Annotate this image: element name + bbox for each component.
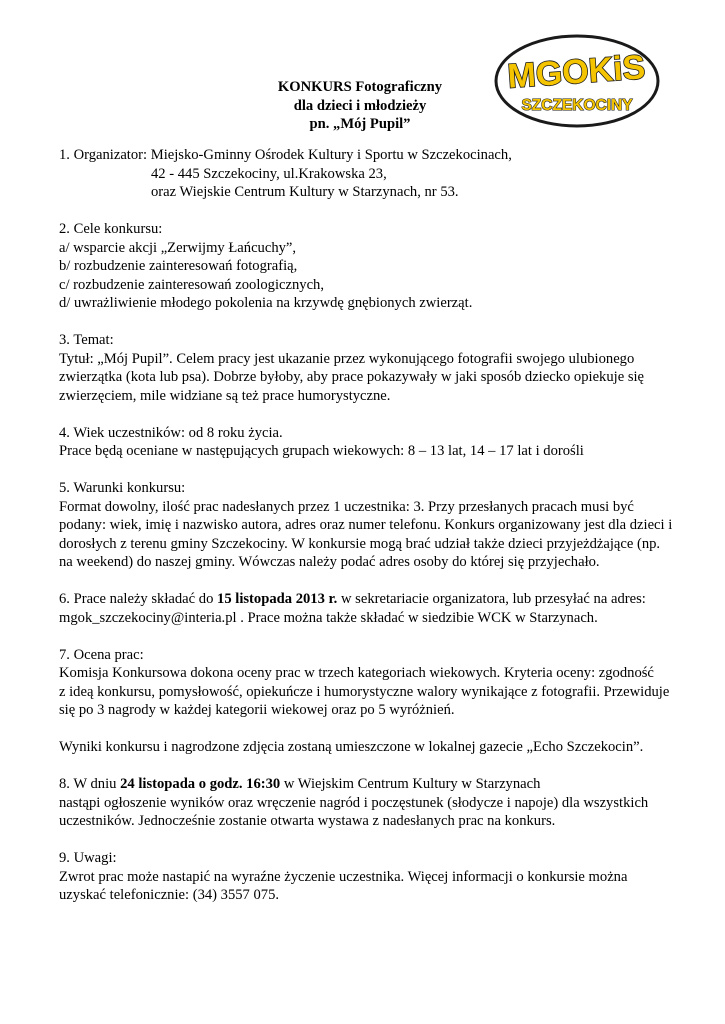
logo-bottom-text: SZCZEKOCINY: [521, 97, 633, 114]
paragraph-line: zwierzęciem, mile widziane są też prace humorystyczne.: [59, 387, 391, 404]
list-item: d/ uwrażliwienie młodego pokolenia na krzywdę gnębionych zwierząt.: [59, 295, 473, 311]
section-organizer: [59, 146, 679, 202]
section-heading: 7. Ocena prac:: [59, 646, 144, 663]
ceremony-text-post: w Wiejskim Centrum Kultury w Starzynach: [280, 776, 541, 792]
submission-text-pre: 6. Prace należy składać do: [59, 591, 218, 607]
section-heading: 3. Temat:: [59, 332, 114, 348]
section-age: [59, 424, 679, 461]
paragraph-line: Komisja Konkursowa dokona oceny prac w trzech kategoriach wiekowych. Kryteria oceny: zgodność: [59, 665, 654, 681]
paragraph-line: nastąpi ogłoszenie wyników oraz wręczenie nagród i poczęstunek (słodycze i napoje) dla wszystkich: [59, 794, 649, 811]
paragraph-line: z ideą konkursu, pomysłowość, opiekuńcze i humorystyczne walory wynikające z fotografii. Przewiduje: [59, 683, 670, 700]
section-evaluation: [59, 646, 679, 720]
section-heading: 5. Warunki konkursu:: [59, 480, 186, 496]
list-item: b/ rozbudzenie zainteresowań fotografią,: [59, 258, 298, 274]
paragraph-line: Format dowolny, ilość prac nadesłanych przez 1 uczestnika: 3. Przy przesłanych pracach musi być: [59, 498, 634, 515]
submission-text-post: w sekretariacie organizatora, lub przesyłać na adres:: [337, 591, 646, 607]
title-line-1: KONKURS Fotograficzny: [277, 79, 443, 95]
paragraph-line: dorosłych z terenu gminy Szczekociny. W konkursie mogą brać udział także dzieci przyjeżdżające (np.: [59, 535, 661, 552]
section-submission: [59, 590, 679, 627]
paragraph-line: podany: wiek, imię i nazwisko autora, adres oraz numer telefonu. Konkurs organizowany jest dla dzieci i: [59, 517, 673, 533]
submission-deadline: 15 listopada 2013 r.: [217, 591, 338, 607]
paragraph-line: się po 3 nagrody w każdej kategorii wiekowej oraz po 5 wyróżnień.: [59, 702, 455, 718]
submission-line: [59, 590, 679, 609]
ceremony-text-pre: 8. W dniu: [59, 776, 121, 792]
age-line: 4. Wiek uczestników: od 8 roku życia.: [59, 424, 283, 441]
section-conditions: [59, 479, 679, 572]
document-title: [230, 78, 490, 134]
mgokis-logo: [493, 33, 661, 129]
section-heading: 9. Uwagi:: [59, 850, 117, 866]
section-goals: [59, 220, 679, 313]
paragraph-line: uzyskać telefonicznie: (34) 3557 075.: [59, 887, 280, 903]
list-item: c/ rozbudzenie zainteresowań zoologicznych,: [59, 276, 324, 293]
section-heading: 2. Cele konkursu:: [59, 221, 163, 237]
paragraph-line: na weekend) do naszej gminy. Wówczas należy podać adres osoby do której się przyjechało.: [59, 554, 600, 570]
section-results: [59, 738, 679, 757]
section-notes: [59, 849, 679, 905]
organizer-address: 42 - 445 Szczekociny, ul.Krakowska 23,: [151, 165, 387, 182]
list-item: a/ wsparcie akcji „Zerwijmy Łańcuchy”,: [59, 239, 297, 256]
organizer-partner: oraz Wiejskie Centrum Kultury w Starzynach, nr 53.: [151, 184, 459, 200]
paragraph-line: Zwrot prac może nastapić na wyraźne życzenie uczestnika. Więcej informacji o konkursie można: [59, 868, 628, 885]
paragraph-line: Tytuł: „Mój Pupil”. Celem pracy jest ukazanie przez wykonującego fotografii swojego ulubionego: [59, 350, 635, 367]
paragraph-line: uczestników. Jednocześnie zostanie otwarta wystawa z nadesłanych prac na konkurs.: [59, 813, 556, 829]
paragraph-line: zwierzątka (kota lub psa). Dobrze byłoby, aby prace pokazywały w jaki sposób dziecko opiekuje się: [59, 369, 645, 385]
section-ceremony: [59, 775, 679, 831]
logo-top-text: MGOKiS: [506, 48, 647, 96]
title-line-2: dla dzieci i młodzieży: [293, 97, 427, 114]
organizer-line: 1. Organizator: Miejsko-Gminny Ośrodek Kultury i Sportu w Szczekocinach,: [59, 147, 512, 163]
submission-email-line: mgok_szczekociny@interia.pl . Prace można także składać w siedzibie WCK w Starzynach.: [59, 609, 598, 626]
ceremony-line: [59, 775, 679, 794]
section-theme: [59, 331, 679, 405]
ceremony-date: 24 listopada o godz. 16:30: [120, 776, 281, 792]
document-body: [59, 146, 679, 923]
age-groups-line: Prace będą oceniane w następujących grupach wiekowych: 8 – 13 lat, 14 – 17 lat i dorośli: [59, 443, 584, 459]
title-line-3: pn. „Mój Pupil”: [309, 116, 411, 132]
results-line: Wyniki konkursu i nagrodzone zdjęcia zostaną umieszczone w lokalnej gazecie „Echo Szczekocin”.: [59, 739, 644, 755]
